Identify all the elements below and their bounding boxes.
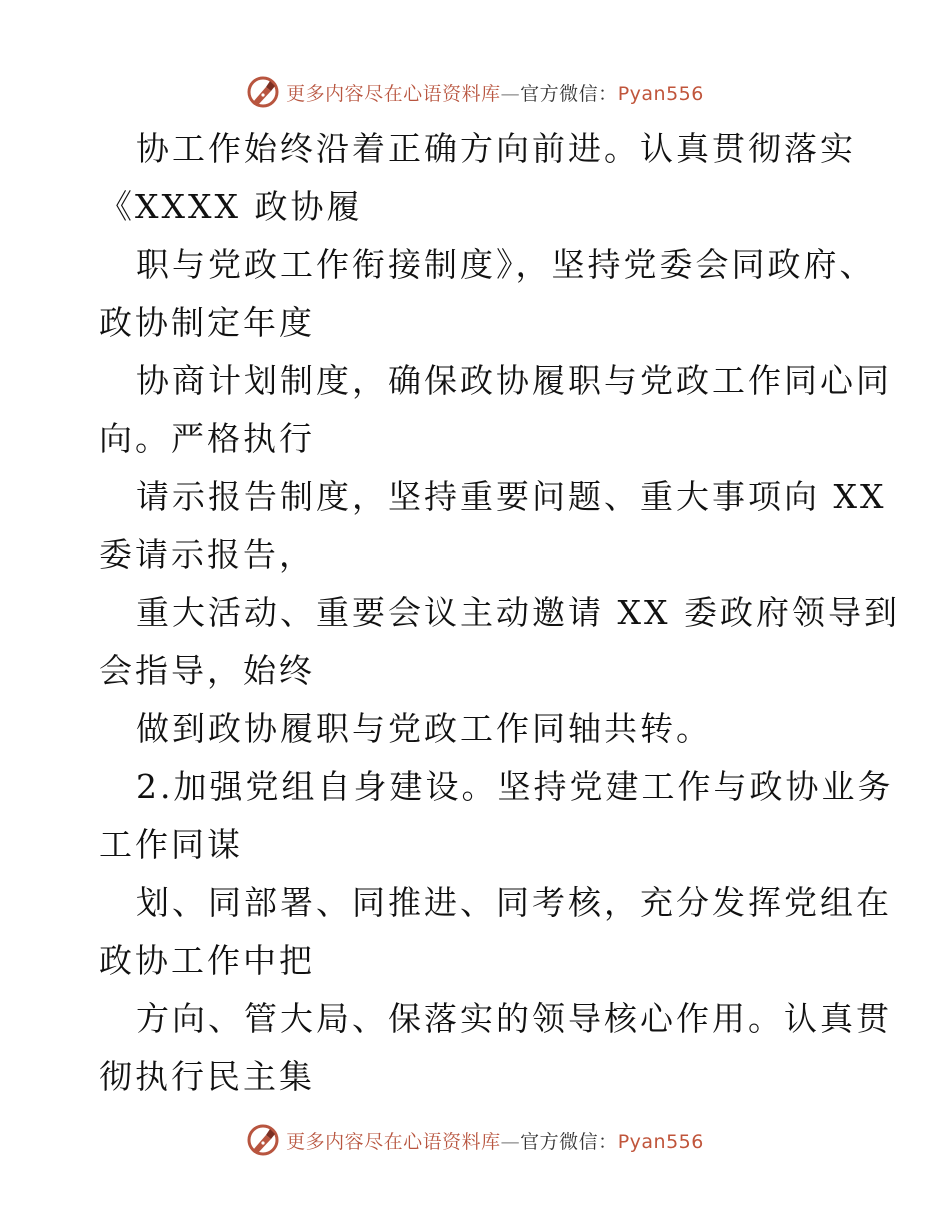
body-line: 重大活动、重要会议主动邀请 XX 委政府领导到 <box>136 593 900 632</box>
watermark-site: 更多内容尽在心语资料库 <box>286 82 501 105</box>
body-line: 委请示报告， <box>99 535 315 574</box>
body-line: 协工作始终沿着正确方向前进。认真贯彻落实 <box>136 129 856 168</box>
body-line: 彻执行民主集 <box>99 1057 315 1096</box>
body-line: 工作同谋 <box>99 825 243 864</box>
footer-watermark <box>0 1120 950 1160</box>
watermark-official-label: 官方微信： <box>520 1130 618 1153</box>
body-line: 2.加强党组自身建设。坚持党建工作与政协业务 <box>136 767 894 806</box>
body-line: 职与党政工作衔接制度》，坚持党委会同政府、 <box>136 245 876 284</box>
body-line: 政协制定年度 <box>99 303 315 342</box>
body-line: 会指导，始终 <box>99 651 315 690</box>
body-line: 《XXXX 政协履 <box>99 187 363 226</box>
body-line: 请示报告制度，坚持重要问题、重大事项向 XX <box>136 477 887 516</box>
body-line: 向。严格执行 <box>99 419 315 458</box>
watermark-text <box>286 79 704 106</box>
watermark-wechat-id: Pyan556 <box>617 1130 704 1153</box>
body-line: 协商计划制度，确保政协履职与党政工作同心同 <box>136 361 892 400</box>
header-watermark <box>0 72 950 112</box>
pen-nib-circle-icon <box>246 75 280 109</box>
body-line: 方向、管大局、保落实的领导核心作用。认真贯 <box>136 999 892 1038</box>
watermark-official-label: 官方微信： <box>520 82 618 105</box>
pen-nib-circle-icon <box>246 1123 280 1157</box>
watermark-text <box>286 1127 704 1154</box>
body-line: 做到政协履职与党政工作同轴共转。 <box>136 709 712 748</box>
watermark-site: 更多内容尽在心语资料库 <box>286 1130 501 1153</box>
document-body <box>99 120 900 1106</box>
body-line: 政协工作中把 <box>99 941 315 980</box>
watermark-separator: — <box>500 1130 521 1153</box>
watermark-separator: — <box>500 82 521 105</box>
watermark-wechat-id: Pyan556 <box>617 82 704 105</box>
body-line: 划、同部署、同推进、同考核，充分发挥党组在 <box>136 883 892 922</box>
